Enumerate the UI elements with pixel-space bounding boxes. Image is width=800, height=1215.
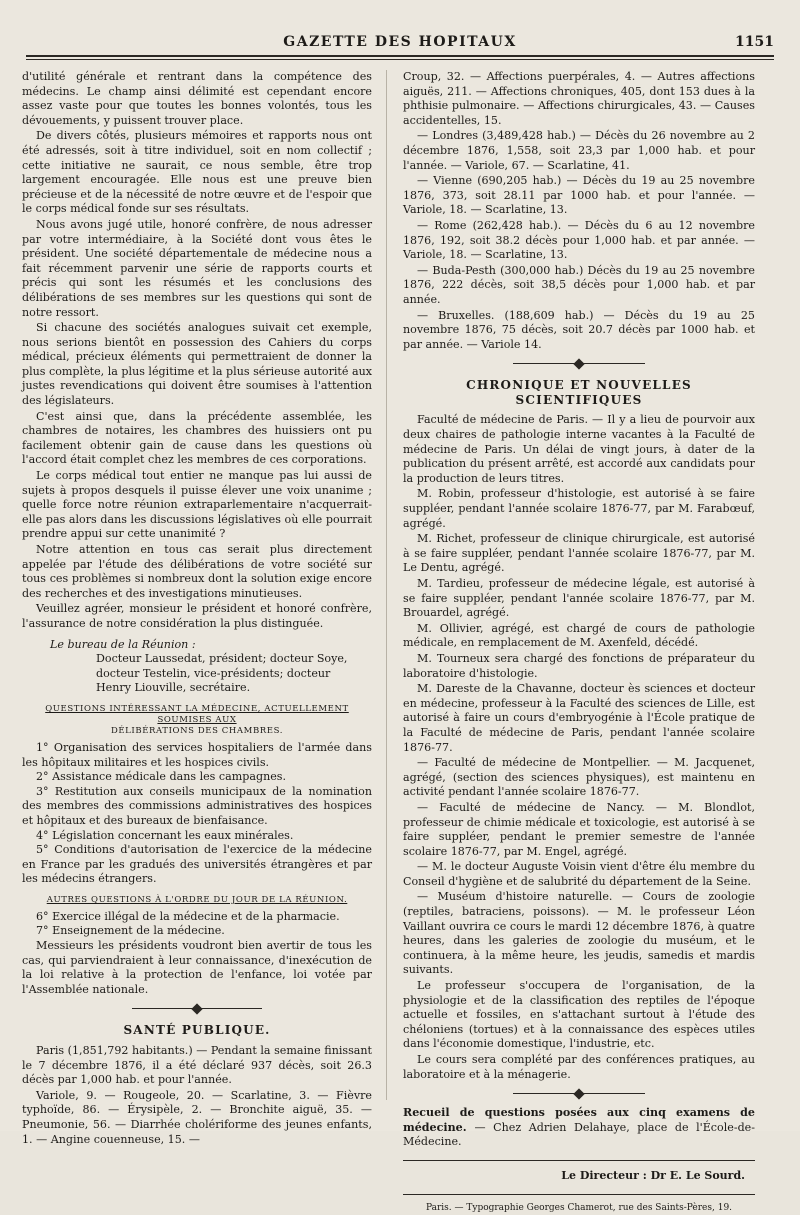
questions-heading: QUESTIONS INTÉRESSANT LA MÉDECINE, ACTUELLEMENT SOUMISES AUX DÉLIBÉRATIONS DES CHAMBRES. [45,703,349,736]
paragraph: — Bruxelles. (188,609 hab.) — Décès du 19 au 25 novembre 1876, 75 décès, soit 20.7 décès par 1000 hab. et par année. — Variole 14. [403,308,755,351]
paragraph: M. Robin, professeur d'histologie, est autorisé à se faire suppléer, pendant l'année scolaire 1876-77, par M. Farabœuf, agrégé. [403,487,755,530]
ornament-divider [22,1005,372,1013]
paragraph: — Muséum d'histoire naturelle. — Cours de zoologie (reptiles, batraciens, poissons). — M. le professeur Léon Vaillant ouvrira ce cours le mardi 12 décembre 1876, à quatre heures, dans les galeries de zoologie du muséum, et le continuera, à la même heure, les jeudis, samedis et mardis suivants. [403,890,755,977]
bureau-line: Docteur Laussedat, président; docteur Soye, [96,652,348,666]
printer-line: Paris. — Typographie Georges Chamerot, rue des Saints-Pères, 19. [403,1194,755,1215]
paragraph: Faculté de médecine de Paris. — Il y a lieu de pourvoir aux deux chaires de pathologie interne vacantes à la Faculté de médecine de Paris. Un délai de vingt jours, à dater de la publication du présent arrêté, est accordé aux candidats pour la production de leurs titres. [403,413,755,485]
other-questions-list [22,910,372,939]
list-item: 6° Exercice illégal de la médecine et de la pharmacie. [36,909,340,923]
paragraph: Croup, 32. — Affections puerpérales, 4. — Autres affections aiguës, 211. — Affections chroniques, 405, dont 153 dues à la phthisie pulmonaire. — Affections chirurgicales, 43. — Causes accidentelles, 15. [403,70,755,127]
left-column [22,70,372,1146]
paragraph: M. Tourneux sera chargé des fonctions de préparateur du laboratoire d'histologie. [403,651,755,680]
recueil-notice [403,1106,755,1150]
director-signature: Le Directeur : Dr E. Le Sourd. [561,1168,745,1182]
list-item: 4° Législation concernant les eaux minérales. [36,828,294,842]
paragraph: — Buda-Pesth (300,000 hab.) Décès du 19 au 25 novembre 1876, 222 décès, soit 38,5 décès pour 1,000 hab. et par année. [403,263,755,306]
bureau-line: Henry Liouville, secrétaire. [96,681,251,695]
bureau-line: docteur Testelin, vice-présidents; docteur [96,666,331,680]
paragraph: Si chacune des sociétés analogues suivait cet exemple, nous serions bientôt en possession des Cahiers du corps médical, précieux éléments qui permettraient de donner la plus complète, la plus légitime et la plus sérieuse autorité aux justes revendications qui doivent être soumises à l'attention des législateurs. [22,321,372,408]
publication-title: GAZETTE DES HOPITAUX [283,34,517,50]
paragraph: Notre attention en tous cas serait plus directement appelée par l'étude des délibérations de votre société sur tous ces problèmes si nombreux dont la solution exige encore des recherches et des investigations minutieuses. [22,543,372,600]
list-item: 5° Conditions d'autorisation de l'exercice de la médecine en France par les gradués des universités étrangères et par les médecins étrangers. [22,843,372,886]
recueil-publisher: — Chez Adrien Delahaye, place de l'École-de-Médecine. [403,1120,755,1149]
paragraph: — Vienne (690,205 hab.) — Décès du 19 au 25 novembre 1876, 373, soit 28.11 par 1000 hab. et pour l'année. — Variole, 18. — Scarlatine, 13. [403,174,755,217]
rule [403,1160,755,1161]
list-item: 2° Assistance médicale dans les campagnes. [36,770,286,784]
list-item: 7° Enseignement de la médecine. [36,924,225,938]
masthead [26,34,774,56]
list-item: 3° Restitution aux conseils municipaux de la nomination des membres des commissions administratives des hospices et hôpitaux et des bureaux de bienfaisance. [22,784,372,827]
paragraph: M. Dareste de la Chavanne, docteur ès sciences et docteur en médecine, professeur à la Faculté des sciences de Lille, est autorisé à faire un cours d'embryogénie à l'École pratique de la Faculté de médecine de Paris, pendant l'année scolaire 1876-77. [403,682,755,754]
paragraph: Nous avons jugé utile, honoré confrère, de nous adresser par votre intermédiaire, à la Société dont vous êtes le président. Une société départementale de médecine nous a fait récemment parvenir une série de rapports courts et précis qui sont les résumés et les conclusions des délibérations de ses membres sur les questions qui sont de notre ressort. [22,217,372,319]
paragraph: Le professeur s'occupera de l'organisation, de la physiologie et de la classification des reptiles de l'époque actuelle et fossiles, en s'attachant surtout à l'étude des chéloniens (tortues) et à la connaissance des espèces utiles dans l'économie domestique, l'industrie, etc. [403,979,755,1051]
paragraph: Messieurs les présidents voudront bien avertir de tous les cas, qui parviendraient à leur connaissance, d'inexécution de la loi relative à la protection de l'enfance, loi votée par l'Assemblée nationale. [22,939,372,996]
right-column [403,70,755,1213]
paragraph: — Faculté de médecine de Nancy. — M. Blondlot, professeur de chimie médicale et toxicologie, est autorisé à se faire suppléer, pendant le premier semestre de l'année scolaire 1876-77, par M. Engel, agrégé. [403,800,755,858]
list-item: 1° Organisation des services hospitaliers de l'armée dans les hôpitaux militaires et les hospices civils. [22,740,372,769]
ornament-divider [403,1090,755,1098]
signature-block [22,638,372,696]
paragraph: Veuillez agréer, monsieur le président et honoré confrère, l'assurance de notre considération la plus distinguée. [22,602,372,630]
paragraph: C'est ainsi que, dans la précédente assemblée, les chambres de notaires, les chambres des huissiers ont pu facilement obtenir gain de cause dans les questions où l'accord était complet chez les membres de ces corporations. [22,409,372,467]
sante-heading: SANTÉ PUBLIQUE. [123,1023,271,1038]
paragraph: M. Tardieu, professeur de médecine légale, est autorisé à se faire suppléer, pendant l'année scolaire 1876-77, par M. Brouardel, agrégé. [403,577,755,620]
bureau-heading: Le bureau de la Réunion : [50,637,196,651]
ornament-divider [403,360,755,368]
paragraph: Le corps médical tout entier ne manque pas lui aussi de sujets à propos desquels il puisse élever une voix unanime ; quelle force notre réunion extraparlementaire n'acquerrait-elle pas alors dans les discussions législatives où elle pourrait prendre appui sur cette unanimité ? [22,469,372,541]
paragraph: — Londres (3,489,428 hab.) — Décès du 26 novembre au 2 décembre 1876, 1,558, soit 23,3 par 1,000 hab. et pour l'année. — Variole, 67. — Scarlatine, 41. [403,129,755,172]
header-rule [26,55,774,60]
order-heading: AUTRES QUESTIONS À L'ORDRE DU JOUR DE LA RÉUNION. [46,894,348,905]
column-divider [386,70,387,1100]
chronique-heading: CHRONIQUE ET NOUVELLES SCIENTIFIQUES [466,378,692,407]
questions-list [22,741,372,887]
recueil-title: Recueil de questions posées aux cinq examens de médecine. [403,1106,755,1134]
paragraph: — Faculté de médecine de Montpellier. — M. Jacquenet, agrégé, (section des sciences physiques), est maintenu en activité pendant l'année scolaire 1876-77. [403,756,755,799]
paragraph: Le cours sera complété par des conférences pratiques, au laboratoire et à la ménagerie. [403,1053,755,1081]
page-number: 1151 [735,34,774,50]
paragraph: M. Richet, professeur de clinique chirurgicale, est autorisé à se faire suppléer, pendant l'année scolaire 1876-77, par M. Le Dentu, agrégé. [403,532,755,575]
paragraph: Variole, 9. — Rougeole, 20. — Scarlatine, 3. — Fièvre typhoïde, 86. — Érysipèle, 2. — Bronchite aiguë, 35. — Pneumonie, 56. — Diarrhée cholériforme des jeunes enfants, 1. — Angine couenneuse, 15. — [22,1088,372,1146]
paragraph: De divers côtés, plusieurs mémoires et rapports nous ont été adressés, soit à titre individuel, soit en nom collectif ; cette initiative ne saurait, ce nous semble, être trop largement encouragée. Elle nous est une preuve bien précieuse et de la nécessité de notre œuvre et de l'espoir que le corps médical fonde sur ses résultats. [22,129,372,216]
paragraph: Paris (1,851,792 habitants.) — Pendant la semaine finissant le 7 décembre 1876, il a été déclaré 937 décès, soit 26.3 décès par 1,000 hab. et pour l'année. [22,1044,372,1087]
paragraph: — M. le docteur Auguste Voisin vient d'être élu membre du Conseil d'hygiène et de salubrité du département de la Seine. [403,860,755,888]
paragraph: d'utilité générale et rentrant dans la compétence des médecins. Le champ ainsi délimité est cependant encore assez vaste pour que toutes les bonnes volontés, tous les dévouements, y puissent trouver place. [22,70,372,127]
paragraph: — Rome (262,428 hab.). — Décès du 6 au 12 novembre 1876, 192, soit 38.2 décès pour 1,000 hab. et par année. — Variole, 18. — Scarlatine, 13. [403,218,755,262]
paragraph: M. Ollivier, agrégé, est chargé de cours de pathologie médicale, en remplacement de M. Axenfeld, décédé. [403,621,755,650]
